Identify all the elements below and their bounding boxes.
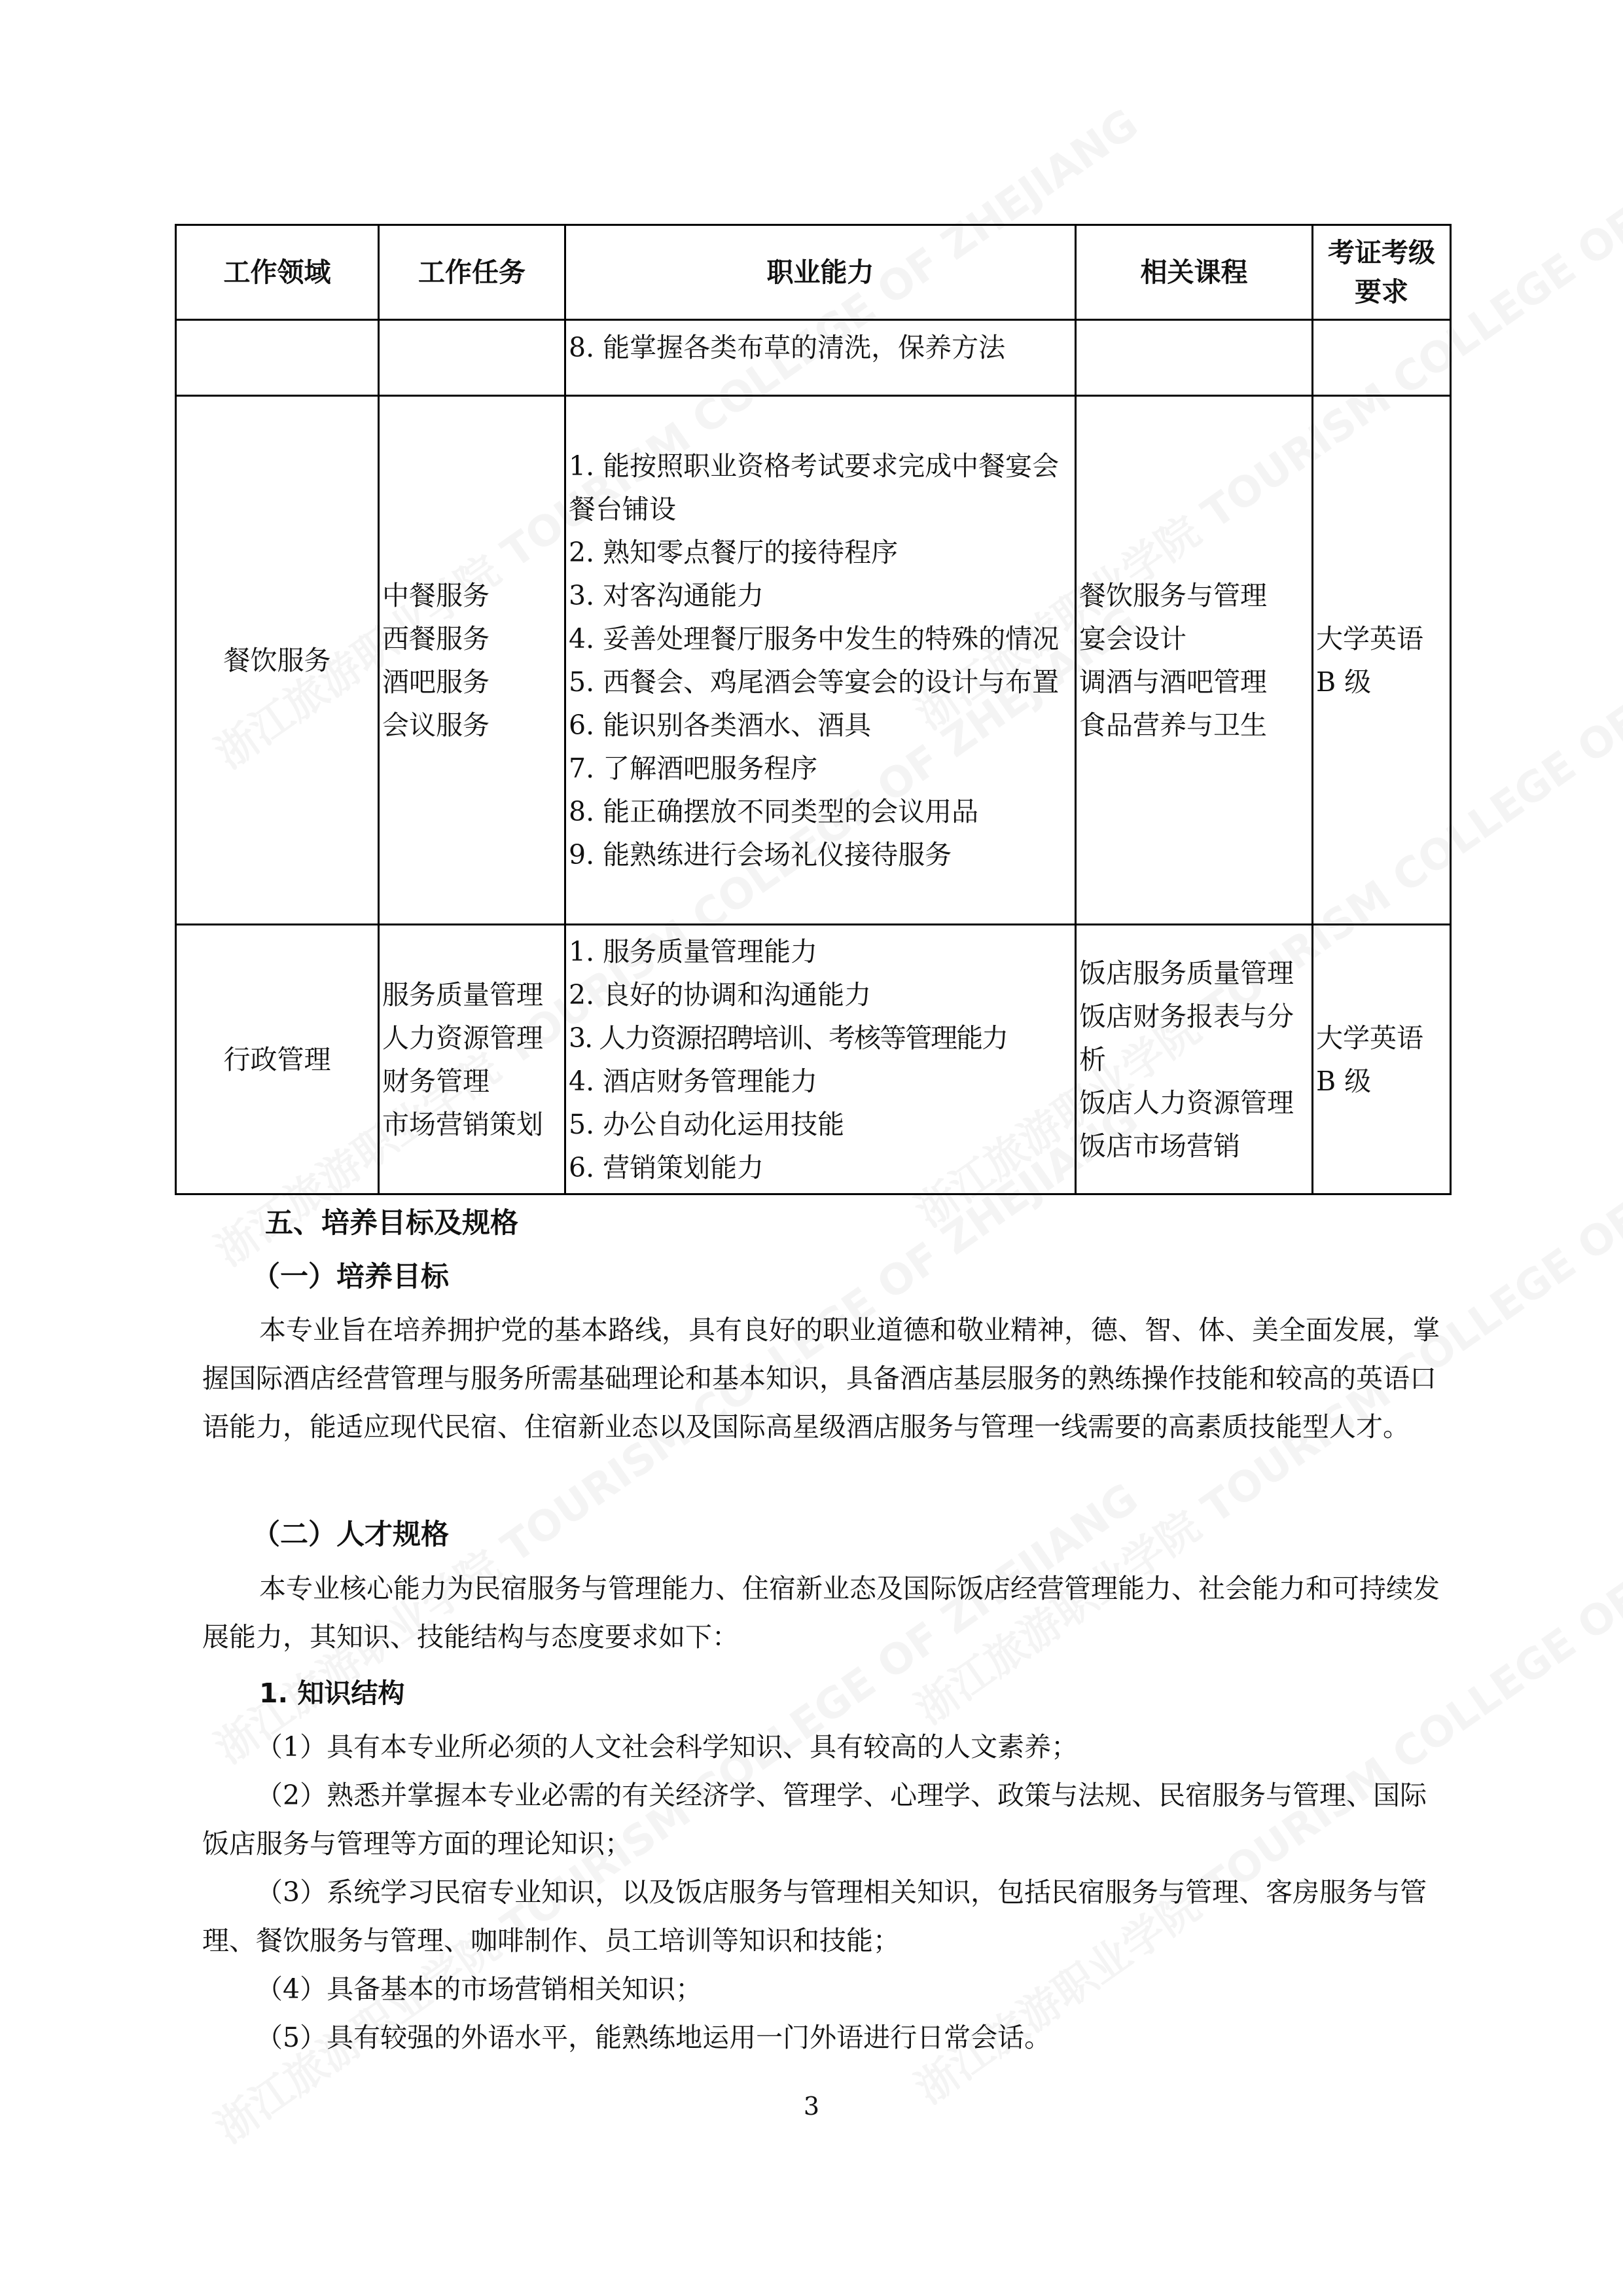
ability-item: 4. 妥善处理餐厅服务中发生的特殊的情况 (569, 622, 1060, 655)
subsection-title: （二）人才规格 (252, 1518, 449, 1551)
table-row (176, 396, 1451, 925)
course-cell: 餐饮服务与管理 宴会设计 调酒与酒吧管理 食品营养与卫生 (1076, 396, 1313, 925)
task-cell: 服务质量管理 人力资源管理 财务管理 市场营销策划 (379, 925, 565, 1194)
header-ability: 职业能力 (565, 225, 1076, 320)
field-cell: 行政管理 (176, 925, 379, 1194)
list-item: （1）具有本专业所必须的人文社会科学知识、具有较高的人文素养； (256, 1731, 1079, 1763)
header-field: 工作领域 (176, 225, 379, 320)
requirements-table (175, 224, 1452, 1195)
ability-item: 3. 人力资源招聘培训、考核等管理能力 (569, 1022, 1008, 1054)
list-item: （4）具备基本的市场营销相关知识； (256, 1973, 703, 2005)
ability-item: 3. 对客沟通能力 (569, 579, 764, 611)
paragraph: 本专业核心能力为民宿服务与管理能力、住宿新业态及国际饭店经营管理能力、社会能力和可持续发展能力，其知识、技能结构与态度要求如下： (202, 1573, 1440, 1653)
ability-item: 9. 能熟练进行会场礼仪接待服务 (569, 838, 952, 870)
ability-item: 5. 办公自动化运用技能 (569, 1108, 845, 1140)
ability-item: 2. 良好的协调和沟通能力 (569, 978, 872, 1011)
section-title: 五、培养目标及规格 (265, 1207, 518, 1240)
ability-item: 7. 了解酒吧服务程序 (569, 752, 818, 784)
list-item: （3）系统学习民宿专业知识，以及饭店服务与管理相关知识，包括民宿服务与管理、客房服务与管理、餐饮服务与管理、咖啡制作、员工培训等知识和技能； (202, 1876, 1427, 1956)
ability-item: 1. 能按照职业资格考试要求完成中餐宴会餐台铺设 (569, 450, 1060, 525)
header-cert: 考证考级要求 (1313, 225, 1451, 320)
ability-cell (565, 925, 1076, 1194)
ability-item: 4. 酒店财务管理能力 (569, 1065, 818, 1097)
ability-item: 1. 服务质量管理能力 (569, 935, 818, 967)
table-row (176, 925, 1451, 1194)
table-header-row (176, 225, 1451, 320)
ability-item: 6. 营销策划能力 (569, 1151, 764, 1183)
header-task: 工作任务 (379, 225, 565, 320)
subsection-title: （一）培养目标 (252, 1261, 449, 1293)
ability-item: 8. 能正确摆放不同类型的会议用品 (569, 795, 979, 827)
ability-item: 5. 西餐会、鸡尾酒会等宴会的设计与布置 (569, 666, 1060, 698)
task-cell: 中餐服务 西餐服务 酒吧服务 会议服务 (379, 396, 565, 925)
course-cell: 饭店服务质量管理 饭店财务报表与分析 饭店人力资源管理 饭店市场营销 (1076, 925, 1313, 1194)
ability-item: 8. 能掌握各类布草的清洗，保养方法 (569, 332, 1006, 363)
list-item: （2）熟悉并掌握本专业必需的有关经济学、管理学、心理学、政策与法规、民宿服务与管理、国际饭店服务与管理等方面的理论知识； (202, 1780, 1427, 1859)
list-item: （5）具有较强的外语水平，能熟练地运用一门外语进行日常会话。 (256, 2022, 1052, 2053)
ability-item: 2. 熟知零点餐厅的接待程序 (569, 536, 899, 568)
page-number: 3 (803, 2092, 820, 2121)
ability-cell (565, 396, 1076, 925)
table-row (176, 320, 1451, 396)
subsection-title: 1. 知识结构 (259, 1677, 405, 1709)
ability-item: 6. 能识别各类酒水、酒具 (569, 709, 872, 741)
header-course: 相关课程 (1076, 225, 1313, 320)
cert-cell: 大学英语 B 级 (1313, 396, 1451, 925)
cert-cell: 大学英语 B 级 (1313, 925, 1451, 1194)
field-cell: 餐饮服务 (176, 396, 379, 925)
paragraph: 本专业旨在培养拥护党的基本路线，具有良好的职业道德和敬业精神，德、智、体、美全面发展，掌握国际酒店经营管理与服务所需基础理论和基本知识，具备酒店基层服务的熟练操作技能和较高的英语口语能力，能适应现代民宿、住宿新业态以及国际高星级酒店服务与管理一线需要的高素质技能型人才。 (202, 1314, 1440, 1443)
